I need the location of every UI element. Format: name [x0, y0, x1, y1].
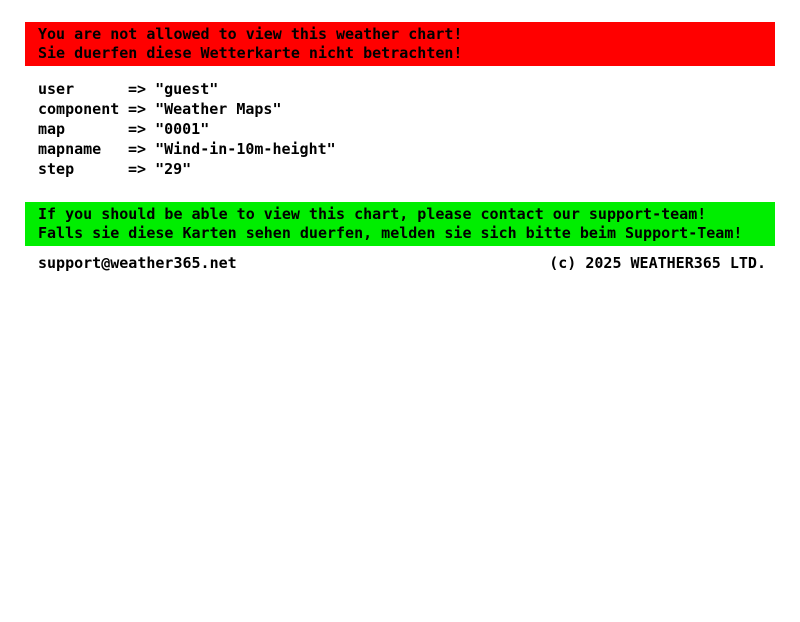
detail-row-mapname [38, 139, 775, 159]
arrow-glyph: => [128, 140, 147, 158]
info-banner [25, 202, 775, 246]
detail-value: "Weather Maps" [155, 100, 282, 118]
info-banner-line-de: Falls sie diese Karten sehen duerfen, melden sie sich bitte beim Support-Team! [38, 224, 743, 242]
detail-row-step [38, 159, 775, 179]
arrow-glyph: => [128, 80, 147, 98]
detail-key: map [38, 120, 66, 138]
arrow-glyph: => [128, 160, 147, 178]
detail-key: mapname [38, 140, 102, 158]
info-banner-line-en: If you should be able to view this chart, please contact our support-team! [38, 205, 707, 223]
footer [38, 254, 766, 273]
error-banner [25, 22, 775, 66]
detail-key: user [38, 80, 75, 98]
support-email: support@weather365.net [38, 254, 237, 272]
access-denied-page [25, 22, 775, 273]
arrow-glyph: => [128, 120, 147, 138]
detail-key: step [38, 160, 75, 178]
arrow-glyph: => [128, 100, 147, 118]
detail-row-component [38, 99, 775, 119]
detail-value: "0001" [155, 120, 210, 138]
copyright-notice: (c) 2025 WEATHER365 LTD. [549, 254, 766, 272]
detail-row-user [38, 79, 775, 99]
error-banner-line-en: You are not allowed to view this weather chart! [38, 25, 463, 43]
request-details [25, 79, 775, 179]
detail-row-map [38, 119, 775, 139]
error-banner-line-de: Sie duerfen diese Wetterkarte nicht betrachten! [38, 44, 463, 62]
detail-key: component [38, 100, 120, 118]
detail-value: "29" [155, 160, 192, 178]
detail-value: "Wind-in-10m-height" [155, 140, 336, 158]
detail-value: "guest" [155, 80, 219, 98]
